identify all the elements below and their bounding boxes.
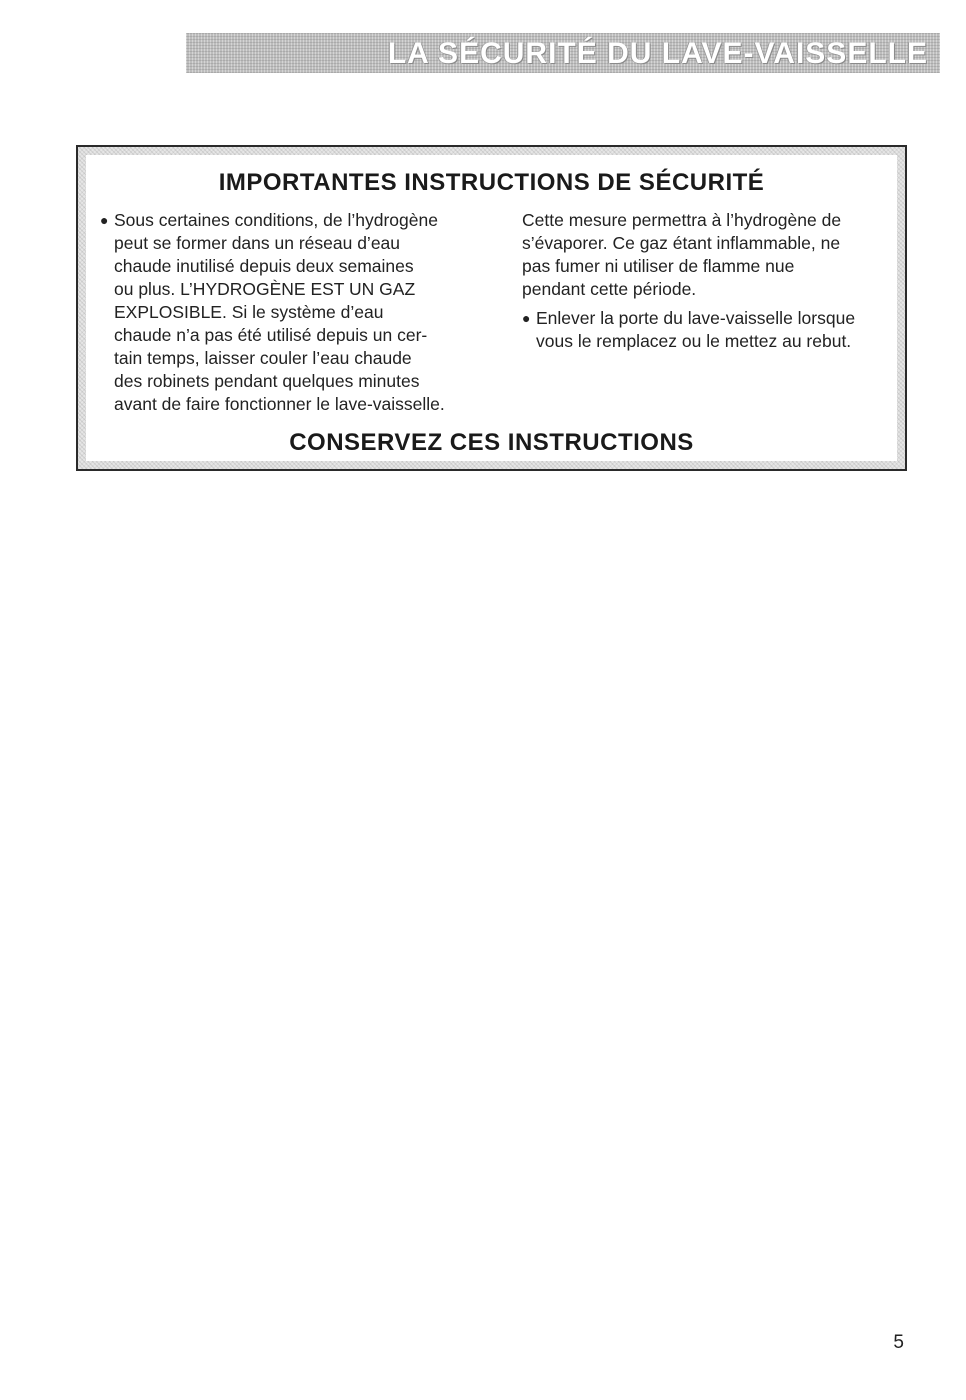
instruction-text: Sous certaines conditions, de l’hydrogène peut se former dans un réseau d’eau chaude inutilisé depuis deux semaines ou plus. L’HYDROGÈNE EST UN GAZ EXPLOSIBLE. Si le système d’eau chaude n’a pas été utilisé depuis un cer- tain temps, laisser couler l’eau chaude des robinets pendant quelques minutes avant de faire fonctionner le lave-vaisselle. — [114, 210, 445, 414]
safety-box-footer: CONSERVEZ CES INSTRUCTIONS — [289, 429, 694, 456]
bullet-icon: ● — [100, 212, 109, 228]
page-number: 5 — [893, 1332, 904, 1353]
instruction-paragraph — [522, 209, 902, 301]
right-column — [522, 209, 902, 353]
instruction-text: Cette mesure permettra à l’hydrogène de s’évaporer. Ce gaz étant inflammable, ne pas fumer ni utiliser de flamme nue pendant cette période. — [522, 210, 842, 299]
section-title: LA SÉCURITÉ DU LAVE-VAISSELLE — [387, 37, 928, 70]
safety-instructions-panel — [86, 155, 897, 461]
section-header-band — [186, 33, 940, 73]
instruction-paragraph — [522, 307, 902, 353]
left-column — [100, 209, 510, 416]
bullet-icon: ● — [522, 310, 531, 326]
safety-instructions-box — [76, 145, 907, 471]
instruction-paragraph — [100, 209, 510, 416]
instruction-text: Enlever la porte du lave-vaisselle lorsque vous le remplacez ou le mettez au rebut. — [536, 308, 856, 351]
safety-box-title: IMPORTANTES INSTRUCTIONS DE SÉCURITÉ — [218, 169, 765, 196]
